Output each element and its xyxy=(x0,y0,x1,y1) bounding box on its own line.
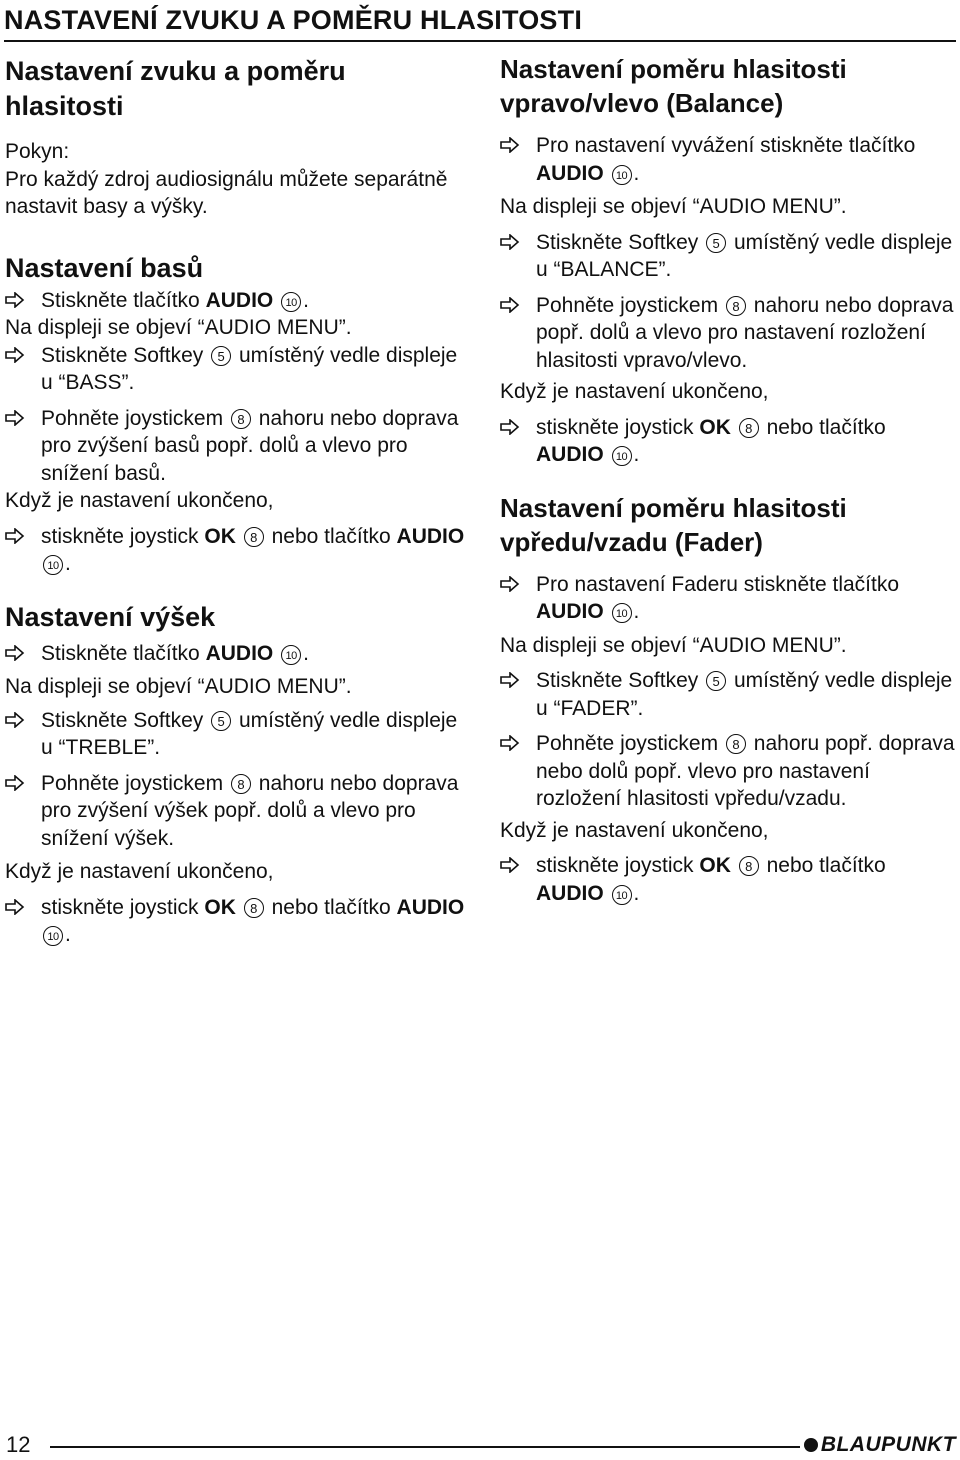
step-text: nebo tlačítko xyxy=(271,524,391,548)
button-number-badge: 8 xyxy=(244,527,264,547)
brand-name: BLAUPUNKT xyxy=(820,1433,956,1456)
arrow-icon xyxy=(5,528,25,544)
step-text: umístěný vedle displeje u “BALANCE”. xyxy=(536,230,953,281)
button-number-badge: 10 xyxy=(612,603,632,623)
step-text: Pohněte joystickem xyxy=(536,293,719,317)
page-title: NASTAVENÍ ZVUKU A POMĚRU HLASITOSTI xyxy=(4,5,583,35)
arrow-icon xyxy=(500,419,520,435)
arrow-icon xyxy=(500,137,520,153)
fader-step-1: Pro nastavení Faderu stiskněte tlačítko AUDIO 10 . xyxy=(500,571,958,626)
step-text: nahoru nebo doprava pro zvýšení výšek popř. dolů a vlevo pro snížení výšek. xyxy=(41,771,459,850)
step-text: Pohněte joystickem xyxy=(41,771,224,795)
treble-step-4: stiskněte joystick OK 8 nebo tlačítko AUDIO 10 . xyxy=(5,894,465,949)
section-title: Nastavení zvuku a poměru hlasitosti xyxy=(5,56,346,121)
balance-step-3 xyxy=(500,292,958,375)
button-number-badge: 10 xyxy=(43,926,63,946)
page-header xyxy=(4,4,956,42)
arrow-icon xyxy=(5,292,25,308)
footer-rule xyxy=(50,1446,800,1448)
step-text: stiskněte joystick xyxy=(536,415,694,439)
bass-step-1: Stiskněte tlačítko AUDIO 10 . xyxy=(5,287,465,315)
fader-title: Nastavení poměru hlasitosti vpředu/vzadu (Fader) xyxy=(500,492,847,557)
step-text: umístěný vedle displeje u “FADER”. xyxy=(536,669,953,720)
fader-done-note: Když je nastavení ukončeno, xyxy=(500,818,769,842)
treble-step-1: Stiskněte tlačítko AUDIO 10 . xyxy=(5,640,465,668)
arrow-icon xyxy=(5,410,25,426)
treble-title: Nastavení výšek xyxy=(5,601,216,632)
step-text: nebo tlačítko xyxy=(766,854,886,877)
button-number-badge: 5 xyxy=(706,671,726,691)
note-text: Pro každý zdroj audiosignálu můžete separátně nastavit basy a výšky. xyxy=(5,167,448,218)
bass-step-4: stiskněte joystick OK 8 nebo tlačítko AUDIO 10 . xyxy=(5,523,465,578)
step-text: Stiskněte tlačítko xyxy=(41,641,200,665)
audio-label: AUDIO xyxy=(396,895,465,919)
treble-done-note: Když je nastavení ukončeno, xyxy=(5,860,274,883)
bass-done-note: Když je nastavení ukončeno, xyxy=(5,489,274,512)
step-text: Pro nastavení vyvážení stiskněte tlačítko xyxy=(536,134,916,157)
step-text: umístěný vedle displeje u “TREBLE”. xyxy=(41,708,458,759)
bass-step-3 xyxy=(5,405,465,488)
button-number-badge: 10 xyxy=(43,555,63,575)
step-text: umístěný vedle displeje u “BASS”. xyxy=(41,343,458,394)
step-text: Pro nastavení Faderu stiskněte tlačítko xyxy=(536,572,900,596)
step-text: stiskněte joystick xyxy=(41,895,199,919)
note-label: Pokyn: xyxy=(5,140,70,163)
bass-display-note: Na displeji se objeví “AUDIO MENU”. xyxy=(5,316,352,339)
balance-title: Nastavení poměru hlasitosti vpravo/vlevo (Balance) xyxy=(500,54,847,118)
balance-done-note: Když je nastavení ukončeno, xyxy=(500,380,769,403)
fader-step-2 xyxy=(500,667,958,722)
balance-display-note: Na displeji se objeví “AUDIO MENU”. xyxy=(500,195,847,218)
button-number-badge: 10 xyxy=(612,446,632,466)
bass-step-2 xyxy=(5,342,465,397)
treble-step-3 xyxy=(5,770,465,853)
arrow-icon xyxy=(5,712,25,728)
arrow-icon xyxy=(500,672,520,688)
page-number: 12 xyxy=(6,1432,31,1457)
left-column xyxy=(5,52,465,949)
arrow-icon xyxy=(5,347,25,363)
balance-step-4: stiskněte joystick OK 8 nebo tlačítko AUDIO 10 . xyxy=(500,414,958,469)
audio-label: AUDIO xyxy=(536,881,604,905)
treble-display-note: Na displeji se objeví “AUDIO MENU”. xyxy=(5,675,352,698)
button-number-badge: 8 xyxy=(739,856,759,876)
audio-label: AUDIO xyxy=(205,641,274,665)
right-column xyxy=(500,52,958,907)
balance-step-1: Pro nastavení vyvážení stiskněte tlačítko AUDIO 10 . xyxy=(500,132,958,187)
button-number-badge: 8 xyxy=(244,898,264,918)
balance-step-2 xyxy=(500,229,958,284)
arrow-icon xyxy=(500,297,520,313)
arrow-icon xyxy=(500,857,520,873)
ok-label: OK xyxy=(204,524,236,548)
step-text: nahoru popř. doprava nebo dolů popř. vlevo pro nastavení rozložení hlasitosti vpředu/vzadu. xyxy=(536,732,955,810)
button-number-badge: 8 xyxy=(231,409,251,429)
button-number-badge: 10 xyxy=(281,292,301,312)
audio-label: AUDIO xyxy=(396,524,465,548)
button-number-badge: 8 xyxy=(739,418,759,438)
audio-label: AUDIO xyxy=(205,288,274,312)
fader-display-note: Na displeji se objeví “AUDIO MENU”. xyxy=(500,633,847,657)
button-number-badge: 8 xyxy=(231,774,251,794)
step-text: nebo tlačítko xyxy=(271,895,391,919)
bass-title: Nastavení basů xyxy=(5,252,204,283)
step-text: Stiskněte Softkey xyxy=(41,343,204,367)
fader-step-3 xyxy=(500,730,958,813)
fader-step-4: stiskněte joystick OK 8 nebo tlačítko AUDIO 10 . xyxy=(500,852,958,907)
arrow-icon xyxy=(5,899,25,915)
button-number-badge: 5 xyxy=(706,233,726,253)
ok-label: OK xyxy=(699,415,731,439)
audio-label: AUDIO xyxy=(536,600,604,623)
header-rule xyxy=(4,40,956,42)
arrow-icon xyxy=(500,234,520,250)
button-number-badge: 10 xyxy=(612,165,632,185)
button-number-badge: 8 xyxy=(726,296,746,316)
step-text: stiskněte joystick xyxy=(536,854,694,877)
step-text: nebo tlačítko xyxy=(766,415,886,439)
step-text: nahoru nebo doprava popř. dolů a vlevo pro nastavení rozložení hlasitosti vpravo/vlevo. xyxy=(536,293,954,372)
ok-label: OK xyxy=(699,854,731,877)
ok-label: OK xyxy=(204,895,236,919)
arrow-icon xyxy=(5,645,25,661)
audio-label: AUDIO xyxy=(536,443,604,466)
button-number-badge: 5 xyxy=(211,346,231,366)
step-text: Stiskněte tlačítko xyxy=(41,288,200,312)
step-text: Stiskněte Softkey xyxy=(536,669,699,692)
button-number-badge: 8 xyxy=(726,734,746,754)
step-text: Stiskněte Softkey xyxy=(41,708,204,732)
brand-dot-icon xyxy=(804,1438,818,1452)
step-text: Stiskněte Softkey xyxy=(536,230,699,254)
page-footer xyxy=(0,1430,960,1460)
button-number-badge: 5 xyxy=(211,711,231,731)
button-number-badge: 10 xyxy=(281,645,301,665)
step-text: nahoru nebo doprava pro zvýšení basů popř. dolů a vlevo pro snížení basů. xyxy=(41,406,459,485)
brand-logo xyxy=(804,1433,956,1457)
arrow-icon xyxy=(500,576,520,592)
arrow-icon xyxy=(500,735,520,751)
step-text: Pohněte joystickem xyxy=(536,732,719,755)
step-text: Pohněte joystickem xyxy=(41,406,224,430)
treble-step-2 xyxy=(5,707,465,762)
button-number-badge: 10 xyxy=(612,885,632,905)
arrow-icon xyxy=(5,775,25,791)
audio-label: AUDIO xyxy=(536,161,604,185)
step-text: stiskněte joystick xyxy=(41,524,199,548)
